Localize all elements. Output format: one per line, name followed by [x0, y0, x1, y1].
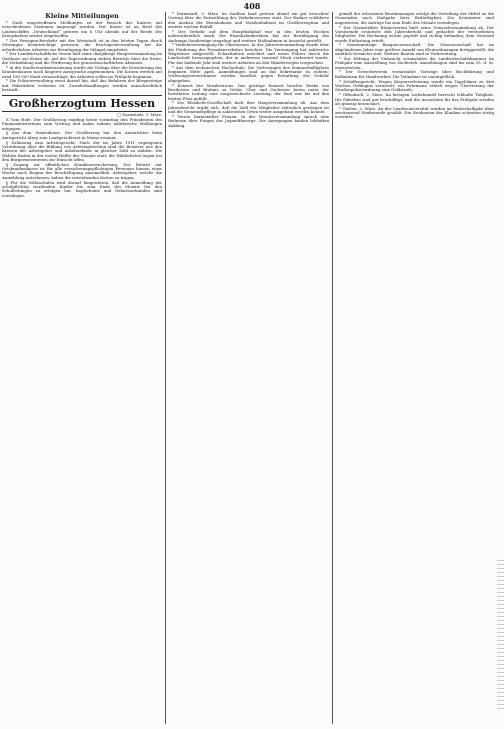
column-2: [168, 12, 329, 724]
section-dateline: □ Darmstadt, 3. März.: [117, 111, 162, 117]
column-2-paragraph: * Verkehrsvereinigung für Oberhessen. In der Jahresversammlung wurde über die Förderung des Fremdenverkehrs berichtet. Die Vereinigung hat zahlreiche Wegweiser aufgestellt, Schutzhütten errichtet und einen Führer durch die Landschaft herausgegeben, der in mehreren tausend Stück verbreitet wurde. Für das laufende Jahr sind weitere Arbeiten an den Wanderwegen vorgesehen.: [168, 42, 329, 65]
column-1-paragraph: * In der Stadtverordnetensitzung wurde die Vorlage über die Erweiterung des Krankenhauses nach längerer Aussprache angenommen. Die Kosten werden auf rund 180 000 Mark veranschlagt; die Arbeiten sollen im Frühjahr beginnen.: [2, 64, 162, 79]
column-1-paragraph: * Der Fernsprechverkehr mit der Weststadt ist in den letzten Tagen durch Störungen beeinträchtigt gewesen; die Reichspostverwaltung hat die erforderlichen Arbeiten zur Beseitigung der Mängel eingeleitet.: [2, 37, 162, 52]
column-divider: [165, 12, 166, 724]
section-paragraph: X Vom Hofe. Der Großherzog empfing heute vormittag den Präsidenten des Finanzministeriums zum Vortrag und nahm sodann militärische Meldungen entgegen.: [2, 116, 162, 131]
section-paragraph: § Aus dem Staatsdienst. Der Großherzog hat den Amtsrichter beim Amtsgericht Alzey zum Landgerichtsrat in Mainz ernannt.: [2, 130, 162, 140]
column-2-paragraph: * Der Verkehr auf dem Hauptbahnhof war in den letzten Wochen außerordentlich stark. Die Eisenbahndirektion hat zur Bewältigung des Andrangs Sonderzüge eingelegt und weitere Maßnahmen in Aussicht gestellt.: [168, 28, 329, 43]
column-3-paragraph: * Der Darmstädter Bürgerverein hielt seine Generalversammlung ab. Der Vorsitzende erstattete den Jahresbericht und gedachte der verstorbenen Mitglieder. Die Rechnung wurde geprüft und richtig befunden; dem Vorstand wurde Entlastung erteilt.: [335, 24, 494, 43]
column-1-paragraph: * Nach eingetroffenen Meldungen ist der Besuch des Kaisers auf verschiedenen Stationen angezeigt worden. Der Kaiser ist an Bord des Linienschiffes „Deutschland“ gestern um 6 Uhr abends auf der Reede des Kriegshafens wieder eingetroffen.: [2, 20, 162, 39]
column-1-paragraph: * Der Landwirtschaftliche Verein hält seine diesjährige Hauptversammlung im Gasthaus zur Krone ab. Auf der Tagesordnung stehen Berichte über die Ernte, die Viehzählung und die Förderung des genossenschaftlichen Absatzes.: [2, 51, 162, 66]
section-paragraph: § Für die Volksschulen wird darauf hingewiesen, daß die Anmeldung der schulpflichtig werdenden Kinder bis zum Ende des Monats bei den Schulleitungen zu erfolgen hat. Impfscheine und Geburtsurkunden sind vorzulegen.: [2, 179, 162, 198]
column-1-paragraph: * Die Polizeiverwaltung weist darauf hin, daß das Befahren der Bürgersteige mit Fahrrädern verboten ist. Zuwiderhandlungen werden unnachsichtlich bestraft.: [2, 78, 162, 93]
column-3: [335, 12, 494, 724]
column-3-paragraph: * Zur Hebung der Viehzucht veranstaltet die Landwirtschaftskammer im Frühjahr eine Ausstellung von Zuchtvieh. Anmeldungen sind bis zum 15. d. M. einzureichen.: [335, 55, 494, 70]
column-3-paragraph: * Offenbach, 2. März. Im hiesigen Lederhandel herrscht lebhafte Tätigkeit. Die Fabriken sind gut beschäftigt, und die Aussichten für das Frühjahr werden als günstig bezeichnet.: [335, 92, 494, 106]
column-2-paragraph: * Verein Darmstädter Frauen. In der Monatsversammlung sprach eine Rednerin über Fragen der Jugendfürsorge. Die Anregungen fanden lebhaften Anklang.: [168, 113, 329, 128]
column-3-paragraph: * Gemeinnützige Baugenossenschaft. Die Genossenschaft hat im abgelaufenen Jahre eine größere Anzahl von Kleinwohnungen fertiggestellt, die sämtlich vermietet sind. Weitere Bauten sind in Vorbereitung.: [335, 42, 494, 57]
column-3-paragraph: gemäß der erlassenen Bestimmungen erfolgt die Verteilung der Mittel an die Gemeinden nach Maßgabe ihrer Bedürftigkeit. Die Kreisämter sind angewiesen, die Anträge bis zum Ende des Monats vorzulegen.: [335, 12, 494, 25]
section-paragraph: § Zugang zur öffentlichen Krankenversicherung. Der Beitritt zur Ortskrankenkasse ist für alle versicherungspflichtigen Personen binnen einer Woche nach Beginn der Beschäftigung anzumelden. Arbeitgeber, welche die Anmeldung unterlassen, haben die entstehenden Kosten zu tragen.: [2, 161, 162, 180]
scan-margin-strip: [497, 560, 504, 710]
column-2-paragraph: * Konzert des Musikvereins. Das gestrige Konzert brachte Werke von Beethoven und Brahms zu Gehör. Chor und Orchester boten unter der bewährten Leitung eine ausgezeichnete Leistung; der Saal war bis auf den letzten Platz gefüllt.: [168, 82, 329, 101]
column-1-heading: Kleine Mitteilungen: [45, 12, 119, 20]
column-3-paragraph: * Gießen, 2. März. An der Landesuniversität wurden im Winterhalbjahr über zweitausend Studierende gezählt. Die Neubauten der Kliniken schreiten rüstig vorwärts.: [335, 105, 494, 120]
column-divider: [332, 12, 333, 724]
column-1: [2, 12, 162, 724]
column-2-paragraph: * Darmstadt, 3. März. Im Saalbau fand gestern abend ein gut besuchter Vortrag über die Entwicklung des Verkehrswesens statt. Der Redner schilderte den Ausbau der Eisenbahnen und Straßenbahnen im Großherzogtum und erntete reichen Beifall.: [168, 12, 329, 30]
column-3-paragraph: * Schöffengericht. Wegen Körperverletzung wurde ein Tagelöhner zu drei Wochen Gefängnis verurteilt; ein Fuhrmann erhielt wegen Übertretung der Straßenpolizeiordnung eine Geldstrafe.: [335, 78, 494, 93]
column-2-paragraph: * Die Elisabeth-Gesellschaft hielt ihre Hauptversammlung ab. Aus dem Jahresbericht ergibt sich, daß die Zahl der Mitglieder erfreulich gestiegen ist und die Gemeindepflege in zahlreichen Orten weiter ausgebaut werden konnte.: [168, 100, 329, 115]
column-3-paragraph: * Der Gewerbeverein veranstaltet Vorträge über Buchführung und Kalkulation für Handwerker. Die Teilnahme ist unentgeltlich.: [335, 69, 494, 79]
section-paragraph: § Zulassung zum Arbeitsgericht. Nach der im Jahre 1911 ergangenen Verordnung über die Bildung von Arbeitsgerichten sind die Beisitzer aus den Kreisen der Arbeitgeber und Arbeitnehmer in gleicher Zahl zu wählen. Die Wahlen finden in der ersten Hälfte des Monats statt; die Wählerlisten liegen bei den Bürgermeistereien zur Einsicht offen.: [2, 139, 162, 162]
page-number: 408: [243, 1, 261, 11]
column-2-paragraph: * Aus dem technischen Hochschule. Die Vorlesungen des Sommerhalbjahres beginnen Mitte April. Anmeldungen sind an das Sekretariat zu richten; Vorlesungsverzeichnisse werden daselbst gegen Erstattung der Gebühr abgegeben.: [168, 64, 329, 83]
section-heading: Großherzogtum Hessen: [2, 95, 162, 112]
